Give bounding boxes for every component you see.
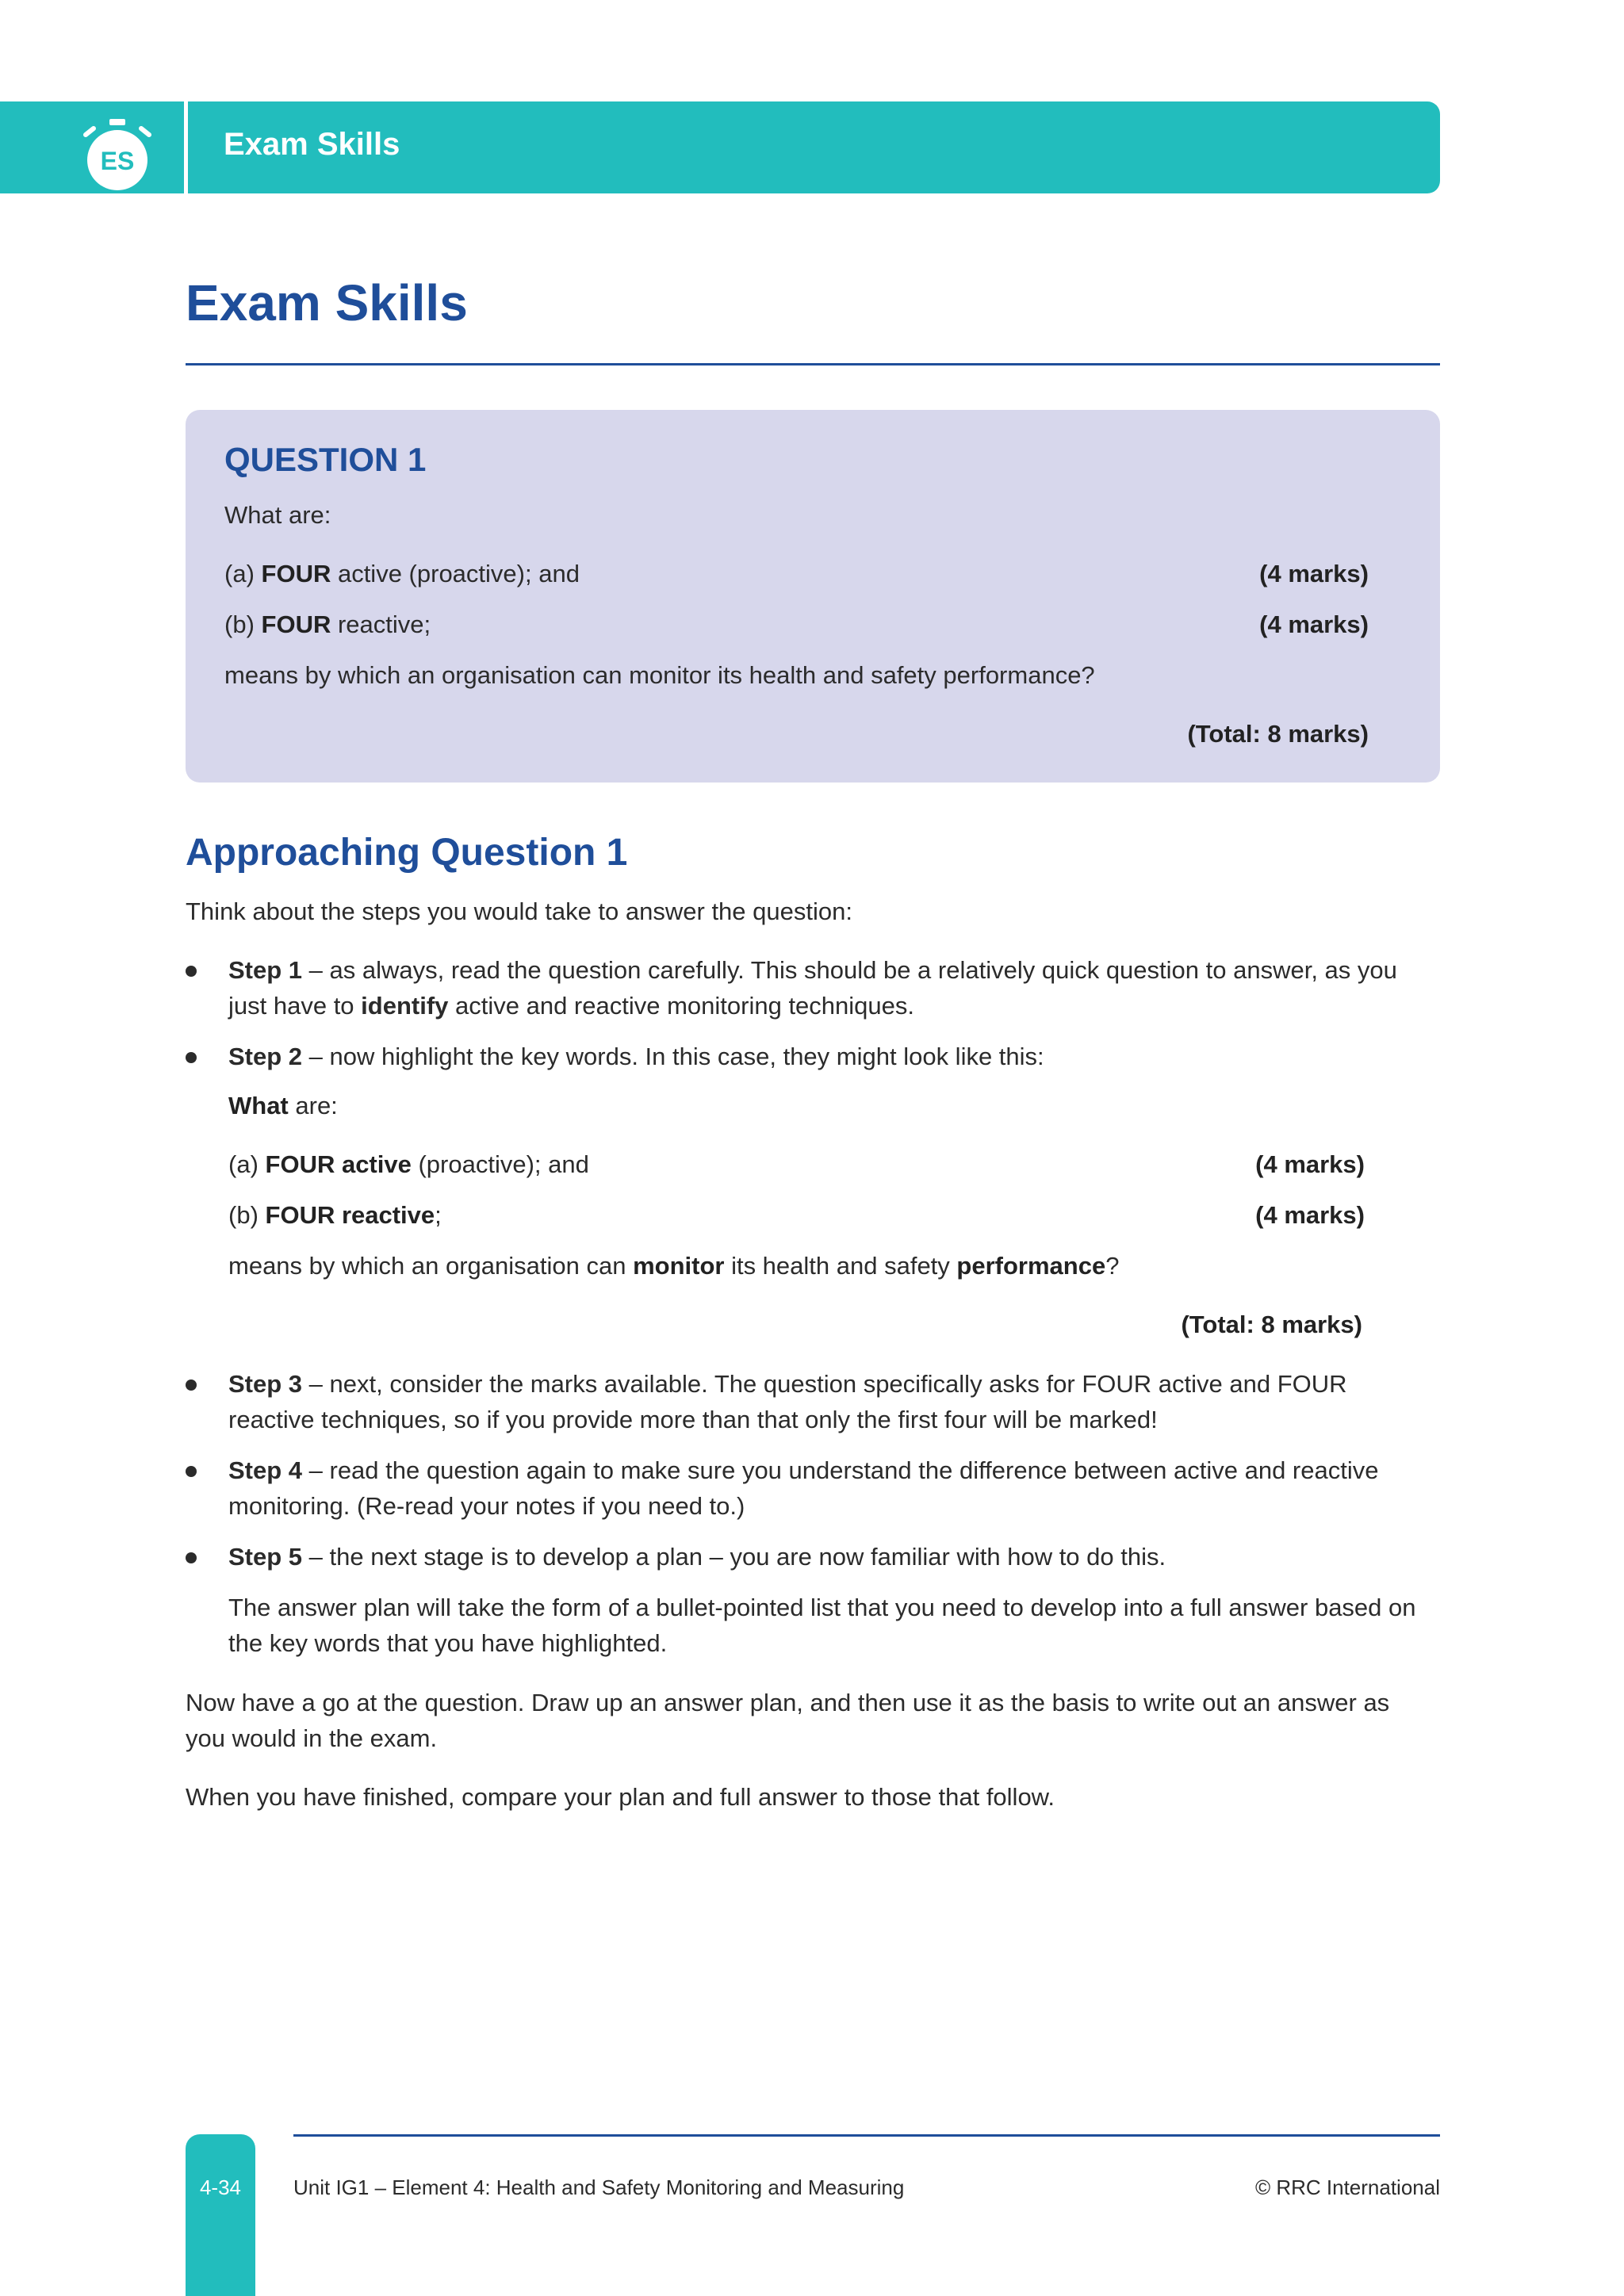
question-label: QUESTION 1 [224, 441, 427, 478]
highlighted-item-a [228, 1150, 589, 1179]
tail-text: means by which an organisation can [228, 1252, 634, 1280]
question-intro: What are: [224, 501, 331, 529]
step-label: Step 1 [228, 956, 303, 984]
bullet [186, 966, 197, 977]
step-text: – as always, read the question carefully. This should be a relatively quick question to answer, as you just have to [228, 956, 1397, 1020]
step-bold: identify [361, 992, 449, 1020]
step-2 [228, 1039, 1418, 1074]
item-rest: ; [435, 1201, 442, 1229]
item-prefix: (b) [224, 610, 255, 638]
section-heading: Approaching Question 1 [186, 832, 628, 874]
closing-paragraph-2: When you have finished, compare your plan and full answer to those that follow. [186, 1783, 1055, 1811]
bullet [186, 1380, 197, 1391]
step-1 [228, 952, 1418, 1024]
bullet [186, 1552, 197, 1563]
badge-text: ES [100, 147, 135, 175]
tail-bold: monitor [633, 1252, 725, 1280]
footer-unit-text: Unit IG1 – Element 4: Health and Safety Monitoring and Measuring [293, 2175, 905, 2199]
title-rule [186, 363, 1440, 365]
footer-rule [293, 2134, 1440, 2137]
step-text: – read the question again to make sure you understand the difference between active and reactive monitoring. (Re-read your notes if you need to.) [228, 1456, 1379, 1520]
item-bold: FOUR [261, 610, 331, 638]
question-item-a-marks: (4 marks) [1259, 560, 1369, 587]
highlighted-item-b-marks: (4 marks) [1255, 1201, 1365, 1229]
question-item-a [224, 560, 580, 588]
approach-intro: Think about the steps you would take to answer the question: [186, 897, 852, 925]
highlighted-intro [228, 1092, 338, 1120]
step-text: – next, consider the marks available. The question specifically asks for FOUR active and FOUR reactive techniques, so if you provide more than that only the first four will be marked! [228, 1370, 1347, 1433]
tail-bold: performance [956, 1252, 1106, 1280]
step-label: Step 5 [228, 1543, 303, 1571]
highlighted-tail [228, 1252, 1119, 1280]
step-text: – now highlight the key words. In this case, they might look like this: [302, 1043, 1044, 1070]
item-bold: FOUR [261, 560, 331, 587]
step-text: active and reactive monitoring techniques. [448, 992, 914, 1020]
header-title: Exam Skills [224, 127, 400, 162]
stopwatch-icon [79, 119, 155, 195]
item-rest: reactive; [331, 610, 431, 638]
item-rest: active (proactive); and [331, 560, 580, 587]
closing-paragraph-1: Now have a go at the question. Draw up an answer plan, and then use it as the basis to write out an answer as you would in the exam. [186, 1689, 1390, 1752]
step-label: Step 4 [228, 1456, 303, 1484]
step-text: – the next stage is to develop a plan – you are now familiar with how to do this. [302, 1543, 1166, 1571]
footer-copyright: © RRC International [1254, 2175, 1440, 2199]
tail-text: its health and safety [724, 1252, 957, 1280]
question-total: (Total: 8 marks) [1187, 720, 1369, 748]
step-5-follow: The answer plan will take the form of a bullet-pointed list that you need to develop into a full answer based on the key words that you have highlighted. [228, 1594, 1416, 1657]
step-label: Step 2 [228, 1043, 303, 1070]
page-number-tab [186, 2134, 255, 2296]
highlight-bold: What [228, 1092, 289, 1119]
tail-text: ? [1105, 1252, 1120, 1280]
item-prefix: (a) [224, 560, 255, 587]
page-title: Exam Skills [186, 274, 468, 331]
highlighted-item-a-marks: (4 marks) [1255, 1150, 1365, 1178]
bullet [186, 1466, 197, 1477]
question-tail: means by which an organisation can monitor its health and safety performance? [224, 661, 1095, 689]
bullet [186, 1052, 197, 1063]
step-5 [228, 1539, 1418, 1575]
page-number: 4-34 [199, 2175, 242, 2199]
highlighted-item-b [228, 1201, 442, 1230]
item-bold: FOUR active [265, 1150, 412, 1178]
header-divider [184, 101, 188, 193]
step-3 [228, 1366, 1418, 1437]
header-bar [0, 101, 1440, 193]
question-item-b-marks: (4 marks) [1259, 610, 1369, 638]
question-item-b [224, 610, 431, 639]
item-rest: (proactive); and [411, 1150, 589, 1178]
highlight-text: are: [288, 1092, 338, 1119]
item-bold: FOUR reactive [265, 1201, 435, 1229]
step-label: Step 3 [228, 1370, 303, 1398]
item-prefix: (b) [228, 1201, 259, 1229]
step-4 [228, 1452, 1418, 1524]
item-prefix: (a) [228, 1150, 259, 1178]
highlighted-total: (Total: 8 marks) [1181, 1311, 1362, 1338]
